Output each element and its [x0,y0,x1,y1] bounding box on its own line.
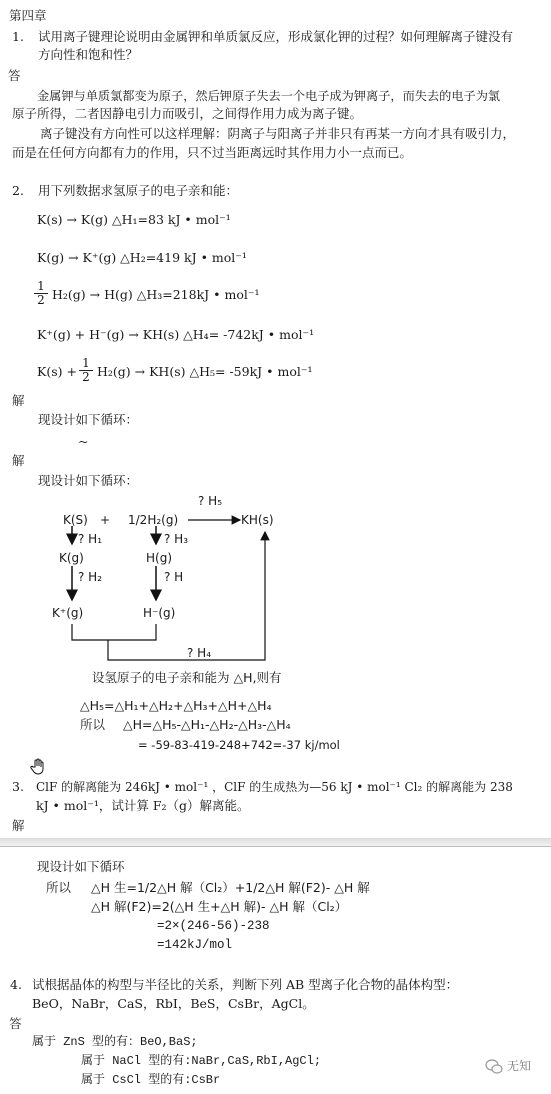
q4-result-cscl: 属于 CsCl 型的有:CsBr [81,1073,221,1087]
q4-text-line2: BeO，NaBr，CaS，RbI，BeS，CsBr，AgCl。 [32,996,315,1011]
hand-cursor-icon [30,758,46,776]
diagram-plus: + [100,513,111,527]
q4-result-zns: 属于 ZnS 型的有：BeO,BaS; [32,1035,198,1049]
q4-number: 4. [10,977,22,992]
q2-formula-2-label: 所以 [80,717,106,732]
diagram-h4-label: ? H₄ [187,646,212,660]
q2-equation-4: K⁺(g) + H⁻(g) → KH(s) △H₄= -742kJ • mol⁻¹ [37,327,315,342]
q2-equation-1: K(s) → K(g) △H₁=83 kJ • mol⁻¹ [37,212,231,227]
q2-tilde: ~ [78,434,89,449]
chapter-title: 第四章 [9,8,47,23]
diagram-h-anion: H⁻(g) [143,606,176,620]
q2-equation-3: H₂(g) → H(g) △H₃=218kJ • mol⁻¹ [52,287,260,302]
q2-design-text-1: 现设计如下循环： [38,412,139,427]
q2-equation-5-left: K(s) + [37,364,77,379]
q3-calc-4: =142kJ/mol [157,938,233,952]
q2-formula-2: △H=△H₅-△H₁-△H₂-△H₃-△H₄ [123,717,291,732]
diagram-h-gas: H(g) [146,551,173,565]
q2-answer-mark-2: 解 [12,453,25,468]
diagram-kh-solid: KH(s) [241,513,274,527]
q3-text-line1: ClF 的解离能为 246kJ • mol⁻¹ ，ClF 的生成热为—56 kJ • mol⁻¹ Cl₂ 的解离能为 238 [36,780,513,794]
diagram-half-h2: 1/2H₂(g) [128,513,179,527]
q3-number: 3. [12,779,24,794]
diagram-h1-label: ? H₁ [78,532,103,546]
q3-answer-mark: 解 [12,818,25,833]
q2-equation-5-right: H₂(g) → KH(s) △H₅= -59kJ • mol⁻¹ [97,364,313,379]
q1-answer-line1: 金属钾与单质氯都变为原子，然后钾原子失去一个电子成为钾离子，而失去的电子为氯 [37,89,501,103]
q3-calc-1-label: 所以 [46,880,72,895]
page-break-band [0,838,551,846]
q3-calc-3: =2×(246-56)-238 [157,919,270,933]
q2-number: 2. [12,183,24,198]
diagram-h3-label: ? H₃ [164,532,189,546]
q3-design-text: 现设计如下循环 [37,859,125,874]
arrow-lattice [108,532,265,660]
q4-result-nacl: 属于 NaCl 型的有:NaBr,CaS,RbI,AgCl; [81,1054,322,1068]
q1-answer-line3: 离子键没有方向性可以这样理解：阴离子与阳离子并非只有再某一方向才具有吸引力， [40,126,516,141]
q2-equation-3-fraction: $\frac{1}{2}$ [34,280,48,307]
q1-answer-line2: 原子所得，二者因静电引力而吸引，之间得作用力成为离子键。 [12,106,363,121]
q2-design-text-2: 现设计如下循环： [38,473,139,488]
q1-text-line1: 试用离子键理论说明由金属钾和单质氯反应，形成氯化钾的过程？如何理解离子键没有 [38,29,514,44]
page-break-line [0,846,551,847]
q1-number: 1. [12,29,24,44]
diagram-k-gas: K(g) [59,551,84,565]
q2-set-text: 设氢原子的电子亲和能为 △H,则有 [92,670,282,685]
q3-calc-2: △H 解(F2)=2(△H 生+△H 解)- △H 解（Cl₂） [91,899,348,914]
diagram-h2-label: ? H₂ [78,570,103,584]
q1-answer-mark: 答 [8,68,21,83]
q3-text-line2: kJ • mol⁻¹，试计算 F₂（g）解离能。 [36,798,250,813]
bracket-ions [72,624,156,640]
diagram-k-cation: K⁺(g) [52,606,84,620]
watermark-text: 无知 [507,1059,532,1073]
diagram-h-label: ? H [164,570,184,584]
q2-equation-2: K(g) → K⁺(g) △H₂=419 kJ • mol⁻¹ [37,250,247,265]
q2-formula-3: = -59-83-419-248+742=-37 kj/mol [138,738,340,752]
q3-calc-1: △H 生=1/2△H 解（Cl₂）+1/2△H 解(F2)- △H 解 [91,880,370,895]
q2-answer-mark-1: 解 [12,393,25,408]
diagram-k-solid: K(S) [63,513,88,527]
chat-bubble-icon [485,1059,503,1075]
q2-formula-1: △H₅=△H₁+△H₂+△H₃+△H+△H₄ [80,698,272,713]
q1-text-line2: 方向性和饱和性？ [38,47,139,62]
q4-text-line1: 试根据晶体的构型与半径比的关系，判断下列 AB 型离子化合物的晶体构型： [32,977,459,992]
diagram-h5-label: ? H₅ [198,494,223,508]
q2-equation-5-fraction: $\frac{1}{2}$ [79,357,93,384]
q2-text: 用下列数据求氢原子的电子亲和能： [38,183,239,198]
q1-answer-line4: 而是在任何方向都有力的作用，只不过当距离远时其作用力小一点而已。 [12,145,413,160]
q4-answer-mark: 答 [9,1016,22,1031]
